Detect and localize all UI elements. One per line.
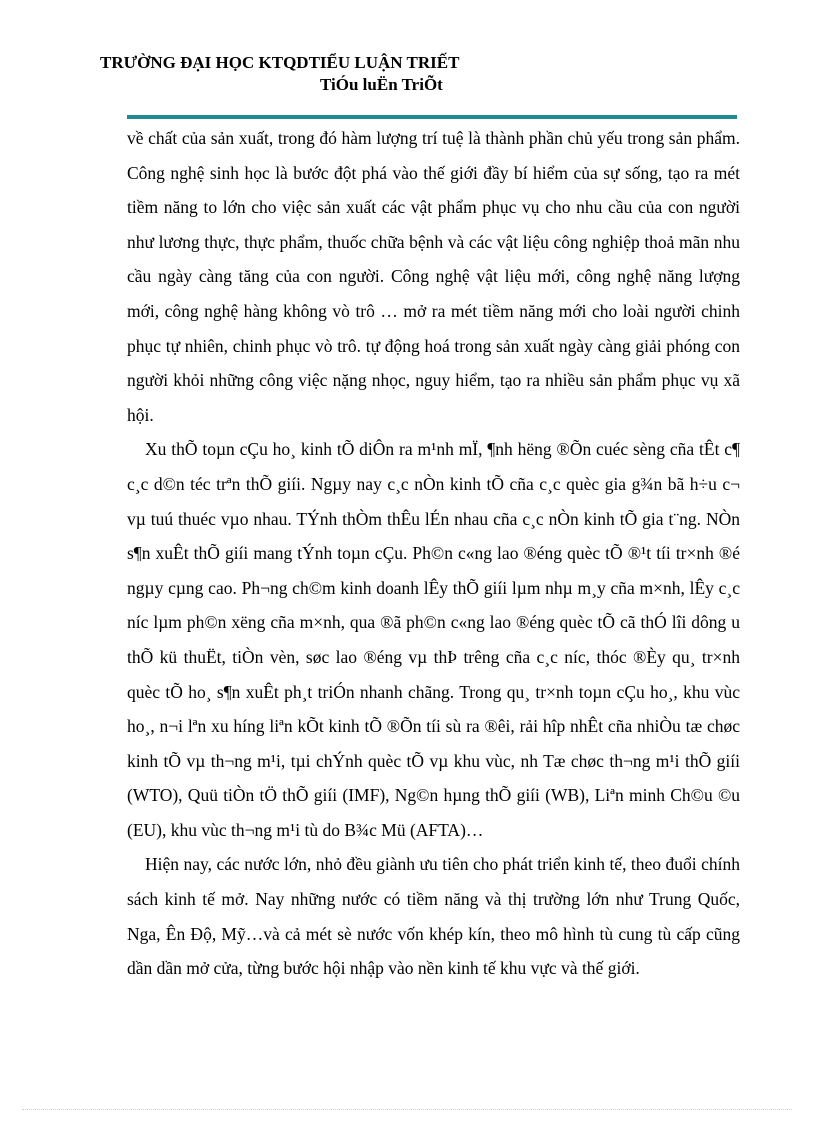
paragraph-2: Xu thÕ toµn cÇu ho¸ kinh tÕ diÔn ra m¹nh mÏ, ¶nh hëng ®Õn cuéc sèng cña tÊt c¶ c¸c d©n téc trªn thÕ giíi. Ngµy nay c¸c nÒn kinh tÕ cña c¸c quèc gia g¾n bã h÷u c¬ vµ tuú thuéc vµo nhau. TÝnh thÒm thÊu lÉn nhau cña c¸c nÒn kinh tÕ gia t¨ng. NÒn s¶n xuÊt thÕ giíi mang tÝnh toµn cÇu. Ph©n c«ng lao ®éng quèc tÕ ®¹t tíi tr×nh ®é ngµy cµng cao. Ph¬ng ch©m kinh doanh lÊy thÕ giíi lµm nhµ m¸y cña m×nh, lÊy c¸c níc lµm ph©n xëng cña m×nh, qua ®ã ph©n c«ng lao ®éng quèc tÕ cã thÓ lîi dông u thÕ kü thuËt, tiÒn vèn, søc lao ®éng vµ thÞ trêng cña c¸c níc, thóc ®Èy qu¸ tr×nh quèc tÕ ho¸ s¶n xuÊt ph¸t triÓn nhanh chãng. Trong qu¸ tr×nh toµn cÇu ho¸, khu vùc ho¸, n¬i lªn xu híng liªn kÕt kinh tÕ ®Õn tíi sù ra ®êi, rải hîp nhÊt cña nhiÒu tæ chøc kinh tÕ vµ th¬ng m¹i, tµi chÝnh quèc tÕ vµ khu vùc, nh Tæ chøc th¬ng m¹i thÕ giíi (WTO), Quü tiÒn tÖ thÕ giíi (IMF), Ng©n hµng thÕ giíi (WB), Liªn minh Ch©u ©u (EU), khu vùc th¬ng m¹i tù do B¾c Mü (AFTA)… [127,439,740,840]
page-header [100,52,720,96]
header-subtitle: TiÓu luËn TriÕt [320,75,443,94]
document-body [127,121,740,986]
header-divider [127,115,737,119]
page-bottom-divider [22,1109,792,1110]
paragraph-1: về chất của sản xuất, trong đó hàm lượng trí tuệ là thành phần chủ yếu trong sản phẩm. Công nghệ sinh học là bước đột phá vào thế giới đầy bí hiểm của sự sống, tạo ra mét tiềm năng to lớn cho việc sản xuất các vật phẩm phục vụ cho nhu cầu của con người như lương thực, thực phẩm, thuốc chữa bệnh và các vật liệu công nghiệp thoả mãn nhu cầu ngày càng tăng của con người. Công nghệ vật liệu mới, công nghệ năng lượng mới, công nghệ hàng không vò trô … mở ra mét tiềm năng mới cho loài người chinh phục tự nhiên, chinh phục vò trô. tự động hoá trong sản xuất ngày càng giải phóng con người khỏi những công việc nặng nhọc, nguy hiểm, tạo ra nhiều sản phẩm phục vụ xã hội. [127,128,740,425]
paragraph-3: Hiện nay, các nước lớn, nhỏ đều giành ưu tiên cho phát triển kinh tế, theo đuổi chính sách kinh tế mở. Nay những nước có tiềm năng và thị trường lớn như Trung Quốc, Nga, Ên Độ, Mỹ…và cả mét sè nước vốn khép kín, theo mô hình tù cung tù cấp cũng dần dần mở cửa, từng bước hội nhập vào nền kinh tế khu vực và thế giới. [127,854,740,979]
header-title: TRƯỜNG ĐẠI HỌC KTQDTIỂU LUẬN TRIẾT [100,53,460,72]
